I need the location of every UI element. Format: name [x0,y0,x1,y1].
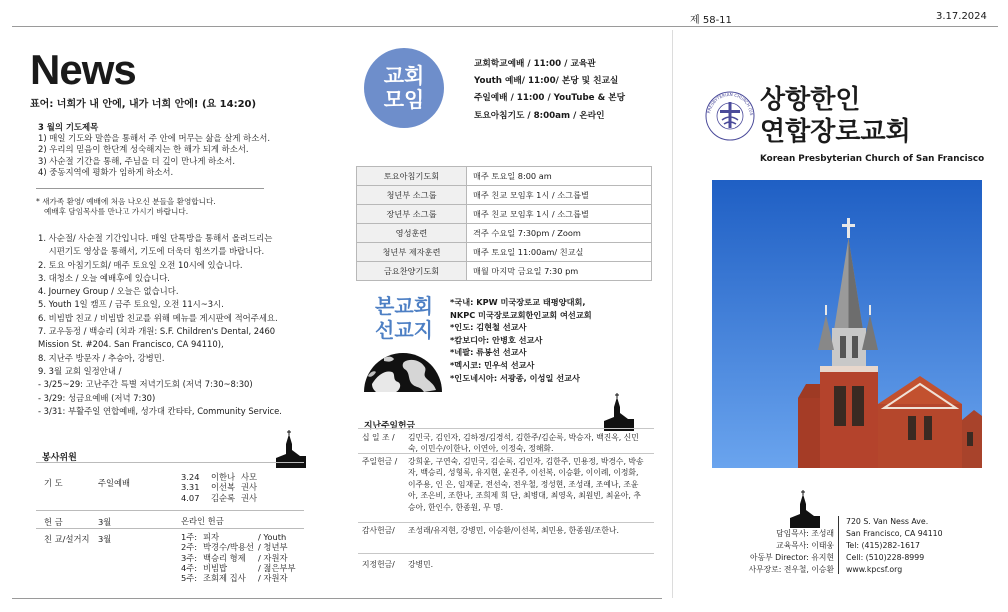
offering-title: 지난주일헌금 [364,421,415,431]
prayer-item: 3) 사순절 기간을 통해, 주님을 더 깊이 만나게 하소서. [38,155,236,166]
schedule-row [357,224,652,243]
schedule-name: 장년부 소그룹 [357,205,467,224]
church-name-line: 상항한인 [760,85,861,115]
notice-line: 시편기도 영상을 통해서, 기도에 더욱더 힘쓰기를 바랍니다. [38,246,265,257]
notice-line: 1. 사순절/ 사순절 기간입니다. 매일 단톡방을 통해서 올려드리는 [38,233,273,243]
motto: 표어: 너희가 내 안에, 내가 너희 안에! (요 14:20) [30,99,257,110]
divider [358,522,654,523]
divider [36,188,264,189]
service-line: 교회학교예배 / 11:00 / 교육관 [474,59,596,69]
notice-line: 9. 3월 교회 일정안내 / [38,365,122,376]
date: 3.31 [181,482,200,493]
date: 3.24 [181,472,200,482]
mission-item: *네팔: 류봉선 선교사 [450,347,527,358]
notices-list [38,232,320,418]
divider [36,462,304,463]
offering-label: 감사헌금/ [362,526,395,535]
person: 이선복 [211,482,236,493]
row-type: 3월 [98,517,112,527]
service-line: 주일예배 / 11:00 / YouTube & 본당 [474,93,625,104]
logo-text: PRESBYTERIAN CHURCH (US [706,91,755,116]
meetings-badge [364,48,444,128]
group-col [258,532,296,583]
prayer-item: 4) 중동지역에 평화가 임하게 하소서. [38,166,174,177]
prayer-item: 2) 우리의 믿음이 한단계 성숙해지는 한 해가 되게 하소서. [38,144,249,155]
schedule-name: 금요찬양기도회 [357,262,467,281]
church-name [760,84,911,148]
mission-item: *인도네시아: 서광종, 이성일 선교사 [450,372,580,383]
badge-line: 모임 [383,88,425,112]
divider [838,516,839,574]
address-line: 720 S. Van Ness Ave. [846,517,929,526]
week: 1주: [181,532,198,542]
group: / 젊은부부 [258,562,296,573]
week-col [181,532,197,583]
column-divider [672,30,673,598]
footer-rule [12,598,662,599]
offering-names: 김민국, 김인자, 김하경/김경석, 김한주/김순록, 박승자, 백진옥, 신민숙, 이민수/이한나, 이연아, 이정숙, 정해화. [408,433,639,454]
volunteer-row-fellowship [36,532,304,588]
mission-title-line: 본교회 [375,294,433,318]
worship-services [474,56,625,125]
notice-line: - 3/29: 성금요예배 (저녁 7:30) [38,392,156,403]
address-line: San Francisco, CA 94110 [846,529,943,538]
notice-line: 2. 토요 아침기도회/ 매주 토요일 오전 10시에 있습니다. [38,259,243,270]
mission-title-line: 선교지 [375,318,433,342]
volunteer-row-prayer [36,472,304,514]
globe-icon [362,344,444,396]
week: 5주: [181,573,198,584]
service-line: Youth 예배/ 11:00/ 본당 및 친교실 [474,76,619,87]
person: 비빔밥 [203,562,228,573]
prayer-item: 1) 매일 기도와 말씀을 통해서 주 안에 머무는 삶을 살게 하소서. [38,133,271,144]
divider [358,553,654,554]
pcusa-logo [704,90,756,146]
notice-line: 6. 비빔밥 친교 / 비빔밥 친교를 위해 메뉴를 게시판에 적어주세요. [38,312,278,323]
offering-label: 주일헌금 / [362,457,398,466]
schedule-time: 매월 마지막 금요일 7:30 pm [467,262,652,281]
divider [358,428,654,429]
schedule-row [357,167,652,186]
issue-number: 제 58-11 [690,15,732,26]
role: 권사 [241,482,258,493]
date: 4.07 [181,492,200,503]
person: 피자 [203,532,220,542]
notice-line: 3. 대청소 / 오늘 예배후에 있습니다. [38,272,170,283]
mission-title [364,294,444,342]
role-col [241,472,257,503]
person: 김순록 [211,492,236,503]
schedule-time: 매주 친교 모임후 1시 / 소그룹별 [467,186,652,205]
divider [36,528,304,529]
divider [358,453,654,454]
offering-names: 강병민. [408,560,434,569]
header-rule [12,26,998,27]
service-line: 토요아침기도 / 8:00am / 온라인 [474,110,605,121]
staff-line: 교육목사: 이태웅 [776,541,834,550]
notice-line: - 3/31: 부활주일 연합예배, 성가대 칸타타, Community Service. [38,405,282,416]
person: 백승리 형제 [203,552,246,563]
welcome-line: * 새가족 환영/ 예배에 처음 나오신 분들을 환영합니다. [36,197,216,206]
notice-line: 7. 교우동정 / 백승리 (치과 개원: S.F. Children's Dental, 2460 [38,326,276,337]
person: 박경수/박용선 [203,542,254,553]
issue-date: 3.17.2024 [936,11,987,22]
offering-label: 지정헌금/ [362,560,395,569]
row-type: 3월 [98,534,112,544]
prayer-topics [38,122,288,178]
row-label: 헌 금 [44,517,63,527]
offering-label: 십 일 조 / [362,433,395,442]
church-name-line: 연합장로교회 [760,117,911,147]
offering-names: 강희윤, 구연숙, 김민국, 김순록, 김인자, 김한주, 민용정, 박경수, 박송자, 백승리, 성형록, 유지현, 윤진주, 이선복, 이승환, 이이례, 이정화, 이주용, 인 은, 임재균, 전선숙, 전우철, 정성현, 조성래, 조예나, 조윤아, 조은비, 조한나, 조희제 희 단, 최병대, 최영옥, 최원빈, 최윤아, 추승아, 한인수, 한종원, 무 명. [408,457,644,512]
staff-list [730,528,834,576]
mission-item: *캄보디아: 안병호 선교사 [450,334,543,345]
schedule-time: 매주 친교 모임후 1시 / 소그룹별 [467,205,652,224]
mission-item: *국내: KPW 미국장로교 태평양대회, [450,297,586,307]
date-col [181,472,199,503]
notice-line: 8. 지난주 방문자 / 추승아, 강병민. [38,352,165,363]
schedule-row [357,243,652,262]
role: 권사 [241,492,258,503]
staff-line: 사무장로: 전우철, 이승환 [748,565,834,574]
person: 이한나 [211,472,236,482]
schedule-time: 매주 토요일 11:00am/ 친교실 [467,243,652,262]
group: / Youth [258,532,287,542]
welcome-note [36,197,216,217]
page-header [0,8,1008,26]
church-photo [712,180,982,468]
prayer-title: 3 월의 기도제목 [38,122,99,132]
schedule-name: 청년부 소그룹 [357,186,467,205]
church-icon [790,490,820,528]
schedule-name: 영성훈련 [357,224,467,243]
welcome-line: 예배후 담임목사를 만나고 가시기 바랍니다. [44,207,189,216]
offering-names: 조성래/유지현, 강병민, 이승환/이선복, 최민용, 한종원/조한나. [408,526,619,535]
notice-line: 4. Journey Group / 오늘은 없습니다. [38,286,179,297]
divider [36,510,304,511]
row-label: 친 교/설거지 [44,534,90,544]
name-col [211,472,235,503]
church-english-name: Korean Presbyterian Church of San Francisco [760,154,985,164]
cell-phone: Cell: (510)228-8999 [846,553,925,562]
staff-line: 아동부 Director: 유지현 [750,553,834,562]
schedule-time: 격주 수요일 7:30pm / Zoom [467,224,652,243]
notice-line: 5. Youth 1일 캠프 / 금주 토요일, 오전 11시~3시. [38,299,224,310]
week: 4주: [181,562,198,573]
row-type: 주일예배 [98,478,131,488]
schedule-row [357,262,652,281]
church-icon [604,393,634,431]
schedule-row [357,186,652,205]
mission-list [450,296,592,384]
mission-item: *멕시코: 민우석 선교사 [450,359,535,370]
mission-item: *인도: 김현철 선교사 [450,322,527,333]
group: / 자원자 [258,552,288,563]
schedule-name: 청년부 제자훈련 [357,243,467,262]
schedule-time: 매주 토요일 8:00 am [467,167,652,186]
row-value: 온라인 헌금 [181,516,224,526]
week: 3주: [181,552,198,563]
website-link[interactable]: www.kpcsf.org [846,565,903,574]
volunteers-title: 봉사위원 [42,453,77,463]
schedule-row [357,205,652,224]
notice-line: - 3/25~29: 고난주간 특별 저녁기도회 (저녁 7:30~8:30) [38,379,253,390]
row-label: 기 도 [44,478,63,488]
mission-item: NKPC 미국장로교회한인교회 여선교회 [450,309,592,320]
group: / 청년부 [258,542,288,553]
person: 조회제 집사 [203,573,246,584]
week: 2주: [181,542,198,553]
person-col [203,532,254,583]
phone: Tel: (415)282-1617 [846,541,921,550]
role: 사모 [241,472,258,482]
group: / 자원자 [258,573,288,584]
schedule-name: 토요아침기도회 [357,167,467,186]
contact-info [846,516,943,576]
news-title: News [30,46,136,93]
notice-line: Mission St. #204. San Francisco, CA 94110), [38,339,224,350]
staff-line: 담임목사: 조성래 [776,529,834,538]
badge-line: 교회 [383,64,425,88]
meeting-schedule-table [356,166,652,281]
